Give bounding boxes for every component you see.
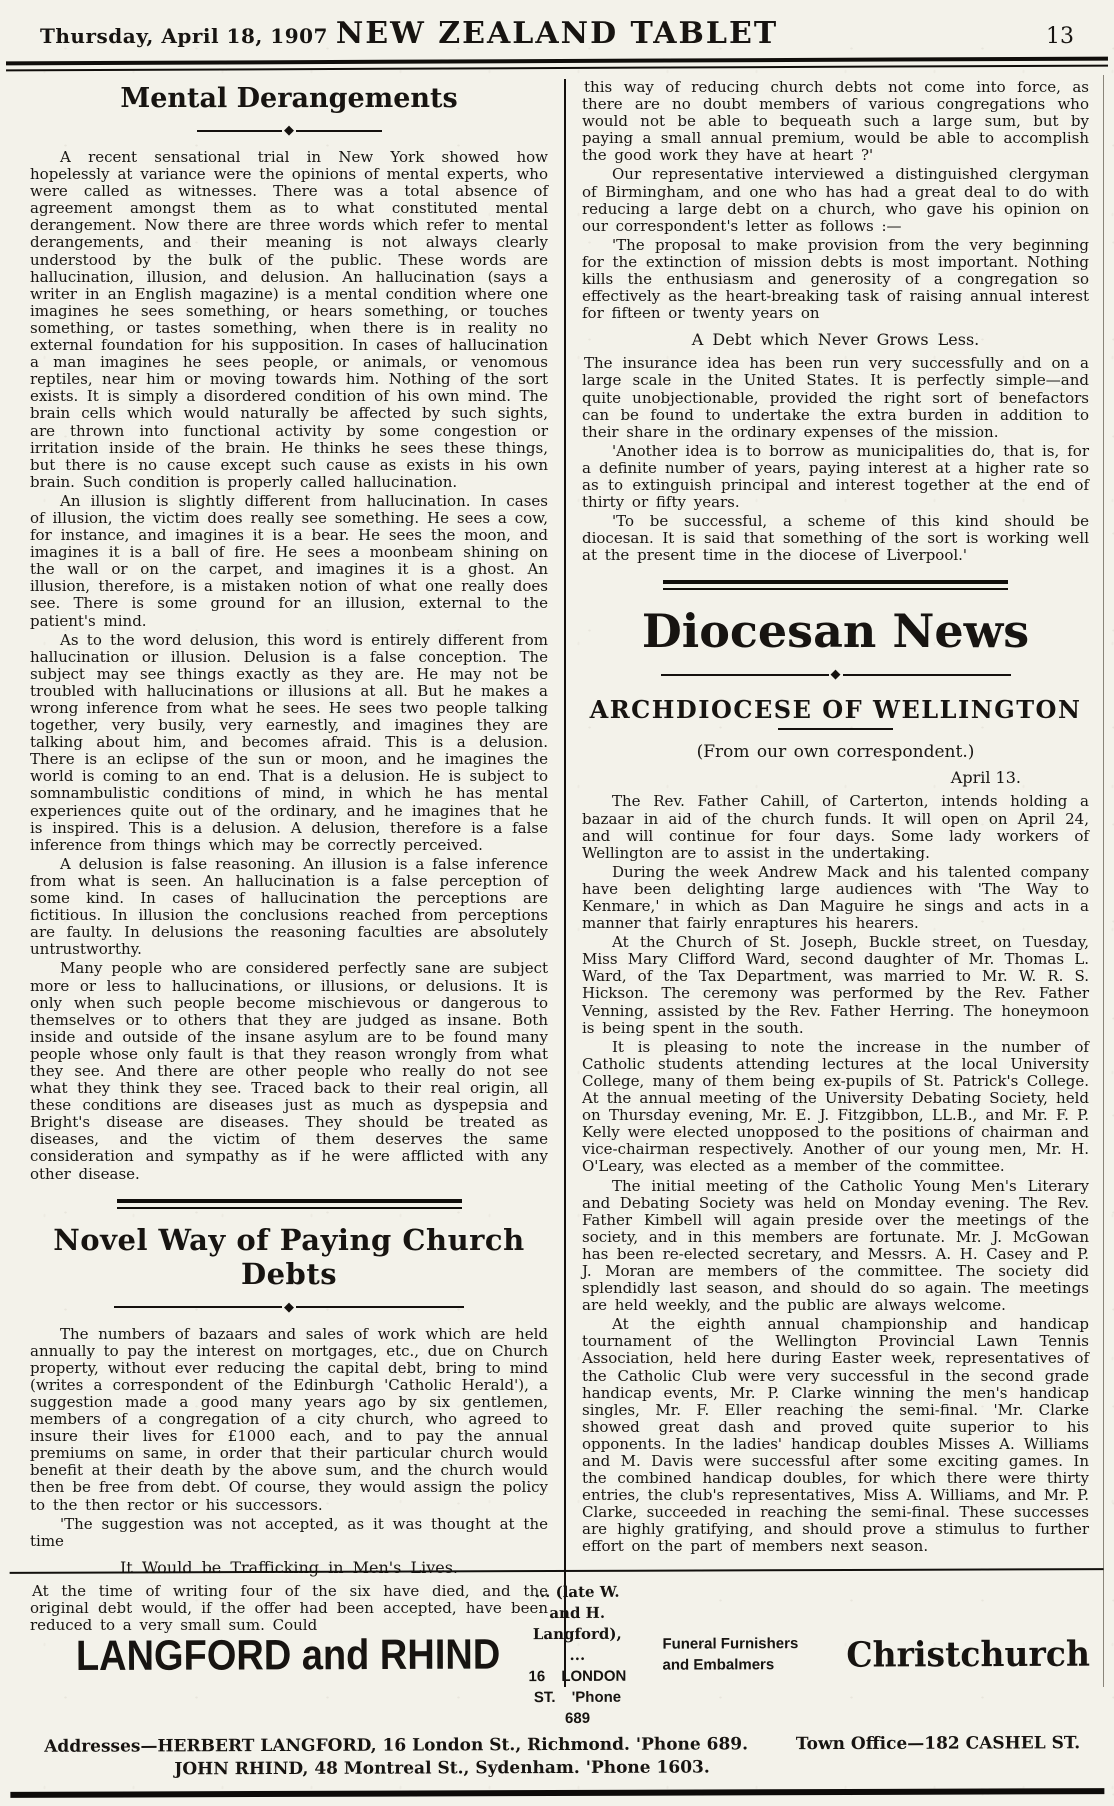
divider-line [296, 130, 382, 132]
column-divider-rule [564, 79, 566, 1687]
ad-city-name: Christchurch [846, 1633, 1090, 1675]
ad-row-addresses [24, 1733, 1090, 1757]
article-paragraph: The numbers of bazaars and sales of work which are held annually to pay the interest on mortgages, etc., due on Church property, without ever reducing the capital debt, bring to mind (writes a correspondent of the Edinburgh 'Catholic Herald'), a suggestion made a good many years ago by six gentlemen, members of a congregation of a city church, who agreed to insure their lives for £1000 each, and to pay the annual premiums on same, in order that their particular church would benefit at their death by the above sum, and the church would then be free from debt. Of course, they would assign the policy to the then rector or his successors. [30, 1324, 548, 1514]
article-paragraph: 'Another idea is to borrow as municipalities do, that is, for a definite number of years, paying interest at a higher rate so as to extinguish principal and interest together at the end of thirty or fifty years. [582, 441, 1089, 512]
ad-row-main [24, 1580, 1091, 1731]
page-number: 13 [1046, 24, 1075, 49]
ad-company-name: LANGFORD and RHIND [75, 1631, 501, 1681]
section-heading-archdiocese: ARCHDIOCESE OF WELLINGTON [589, 695, 1082, 725]
article-paragraph: At the time of writing four of the six have died, and the original debt would, if the offer had been accepted, have been reduced to a very small sum. Could [30, 1581, 548, 1635]
correspondent-byline: (From our own correspondent.) [696, 742, 975, 763]
article-paragraph: A delusion is false reasoning. An illusion is a false inference from what is seen. An hallucination is a false perception of some kind. In cases of hallucination the perceptions are fictitious. In illusion the conclusions reached from perceptions are faulty. In delusions the reasoning faculties are absolutely untrustworthy. [30, 854, 548, 959]
page-header [0, 0, 1114, 55]
ad-street-phone: 16 LONDON ST. 'Phone 689 [528, 1667, 627, 1727]
article-paragraph: During the week Andrew Mack and his talented company have been delighting large audiences with 'The Way to Kenmare,' in which as Dan Maguire he sings and acts in a manner that fairly enraptures his hearers. [582, 862, 1089, 933]
left-column [26, 75, 554, 1687]
divider-line [843, 674, 1011, 676]
article-paragraph: 'The suggestion was not accepted, as it was thought at the time [30, 1514, 548, 1550]
article-subheading: It Would be Trafficking in Men's Lives. [119, 1557, 459, 1577]
article-paragraph: At the eighth annual championship and handicap tournament of the Wellington Provincial Lawn Tennis Association, held here during Easter week, representatives of the Catholic Club were very successful in the second grade handicap events, Mr. P. Clarke winning the men's handicap singles, Mr. F. Eller reaching the semi-final. 'Mr. Clarke showed great dash and proved quite superior to his opponents. In the ladies' handicap doubles Misses A. Williams and M. Davis were successful after some exciting games. In the combined handicap doubles, for which there were thirty entries, the club's representatives, Miss A. Williams, and Mr. P. Clarke, succeeded in reaching the semi-final. These successes are highly gratifying, and should prove a stimulus to further effort on the part of members next season. [582, 1315, 1089, 1556]
diamond-icon: ◆ [830, 667, 841, 683]
article-separator-rule [663, 580, 1008, 590]
divider-line [114, 1306, 282, 1308]
article-paragraph: The insurance idea has been run very successfully and on a large scale in the United States. It is perfectly simple—and quite unobjectionable, provided the right sort of benefactors can be found to undertake the extra burden in addition to their share in the ordinary expenses of the mission. [582, 354, 1089, 441]
ad-services-line: and Embalmers [662, 1655, 775, 1674]
ad-address-rhind: JOHN RHIND, 48 Montreal St., Sydenham. 'Phone 1603. [174, 1757, 710, 1780]
ad-address-langford: Addresses—HERBERT LANGFORD, 16 London St., Richmond. 'Phone 689. [44, 1734, 749, 1757]
short-rule [778, 728, 893, 730]
masthead-title: NEW ZEALAND TABLET [335, 16, 779, 51]
article-paragraph: Our representative interviewed a distinguished clergyman of Birmingham, and one who has had a great deal to do with reducing a large debt on a church, who gave his opinion on our correspondent's letter as follows :— [582, 165, 1089, 235]
right-column [576, 75, 1104, 1687]
diamond-icon: ◆ [284, 1299, 294, 1315]
ad-services-block [662, 1634, 798, 1675]
divider-line [661, 674, 829, 676]
article-paragraph: The Rev. Father Cahill, of Carterton, intends holding a bazaar in aid of the church funds. It will open on April 24, and will continue for four days. Some lady workers of Wellington are to assist in the undertaking. [582, 792, 1089, 862]
article-paragraph: An illusion is slightly different from hallucination. In cases of illusion, the victim does really see something. He sees a cow, for instance, and imagines it is a bear. He sees the moon, and imagines it is a ball of fire. He sees a moonbeam shining on the wall or on the carpet, and imagines it is a ghost. An illusion, therefore, is a mistaken notion of what one really does see. There is some ground for an illusion, external to the patient's mind. [30, 491, 548, 630]
ad-town-office: Town Office—182 CASHEL ST. [795, 1733, 1081, 1755]
ad-services-line: Funeral Furnishers [662, 1635, 799, 1653]
diamond-divider [114, 1301, 464, 1314]
diamond-divider [661, 668, 1011, 681]
ad-address-block [526, 1582, 629, 1729]
article-paragraph: As to the word delusion, this word is entirely different from hallucination or illusion. Delusion is a false conception. The subject may see things exactly as they are. He may not be troubled with hallucinations or illusions at all. But he makes a wrong inference from what he sees. He sees two people talking together, very busily, very earnestly, and imagines they are talking about him, and becomes afraid. This is a delusion. There is an eclipse of the sun or moon, and he imagines the world is coming to an end. That is a delusion. He is subject to somnambulistic conditions of mind, in which he has mental experiences quite out of the ordinary, and he imagines that he is inspired. This is a delusion. A delusion, therefore is a false inference from things which may be correctly perceived. [30, 630, 548, 854]
article-paragraph: this way of reducing church debts not come into force, as there are no doubt members of various congregations who would not be able to bequeath such a large sum, but by paying a small annual premium, would be able to accomplish the good work they have at heart ?' [582, 78, 1089, 165]
article-paragraph: It is pleasing to note the increase in the number of Catholic students attending lectures at the local University College, many of them being ex-pupils of St. Patrick's College. At the annual meeting of the University Debating Society, held on Thursday evening, Mr. E. J. Fitzgibbon, LL.B., and Mr. F. P. Kelly were elected unopposed to the positions of chairman and vice-chairman respectively. Another of our young men, Mr. H. O'Leary, was elected as a member of the committee. [582, 1037, 1089, 1176]
article-title-novel-way: Novel Way of Paying Church Debts [53, 1222, 525, 1291]
issue-date: Thursday, April 18, 1907 [40, 24, 328, 48]
article-paragraph: A recent sensational trial in New York showed how hopelessly at variance were the opinions of mental experts, who were called as witnesses. There was a total absence of agreement amongst them as to what constituted mental derangement. Now there are three words which refer to mental derangements, and their meaning is not always clearly understood by the bulk of the public. These words are hallucination, illusion, and delusion. An hallucination (says a writer in an English magazine) is a mental condition where one imagines he sees something, or hears something, or touches something, or tastes something, when there is in reality no external foundation for his supposition. In cases of hallucination a man imagines he sees people, or animals, or venomous reptiles, near him or moving towards him. Nothing of the sort exists. It is simply a disordered condition of his own mind. The brain cells which would naturally be affected by such sights, are thrown into functional activity by some congestion or irritation inside of the brain. He thinks he sees these things, but there is no cause except such cause as exists in his own brain. Such condition is properly called hallucination. [30, 148, 548, 491]
article-paragraph: 'To be successful, a scheme of this kind should be diocesan. It is said that something of the sort is working well at the present time in the diocese of Liverpool.' [582, 512, 1089, 565]
divider-line [296, 1306, 464, 1308]
content-columns [0, 69, 1114, 1687]
article-paragraph: The initial meeting of the Catholic Young Men's Literary and Debating Society was held on Monday evening. The Rev. Father Kimbell will again preside over the meetings of the society, and in this members are fortunate. Mr. J. McGowan has been re-elected secretary, and Messrs. A. H. Casey and P. J. Moran are members of the committee. The society did splendidly last season, and should do so again. The meetings are held weekly, and the public are always welcome. [582, 1176, 1089, 1315]
article-separator-rule [117, 1199, 462, 1209]
article-title-mental-derangements: Mental Derangements [120, 83, 458, 114]
ad-late-line: ... (late W. and H. Langford), ... [532, 1582, 622, 1664]
dateline: April 13. [950, 768, 1021, 788]
article-paragraph: Many people who are considered perfectly sane are subject more or less to hallucinations, or illusions, or delusions. It is only when such people become mischievous or dangerous to themselves or to others that they are judged as insane. Both inside and outside of the insane asylum are to be found many people whose only fault is that they reason wrongly from what they see. And there are other people who really do not see what they think they see. Traced back to their real origin, all these conditions are diseases just as much as dyspepsia and Bright's disease are diseases. They should be treated as diseases, and the victim of them deserves the same consideration and sympathy as if he were afflicted with any other disease. [30, 959, 548, 1183]
diamond-icon: ◆ [284, 123, 294, 138]
article-subheading: A Debt which Never Grows Less. [691, 330, 980, 350]
diamond-divider [197, 124, 382, 137]
divider-line [197, 130, 283, 132]
funeral-furnishers-ad [10, 1568, 1105, 1798]
article-paragraph: 'The proposal to make provision from the very beginning for the extinction of mission debts is most important. Nothing kills the enthusiasm and generosity of a congregation so effectively as the heart-breaking task of raising annual interest for fifteen or twenty years on [582, 235, 1089, 323]
article-paragraph: At the Church of St. Joseph, Buckle street, on Tuesday, Miss Mary Clifford Ward, second daughter of Mr. Thomas L. Ward, of the Tax Department, was married to Mr. W. R. S. Hickson. The ceremony was performed by the Rev. Father Venning, assisted by the Rev. Father Herring. The honeymoon is being spent in the south. [582, 933, 1089, 1037]
article-title-diocesan-news: Diocesan News [641, 604, 1030, 659]
